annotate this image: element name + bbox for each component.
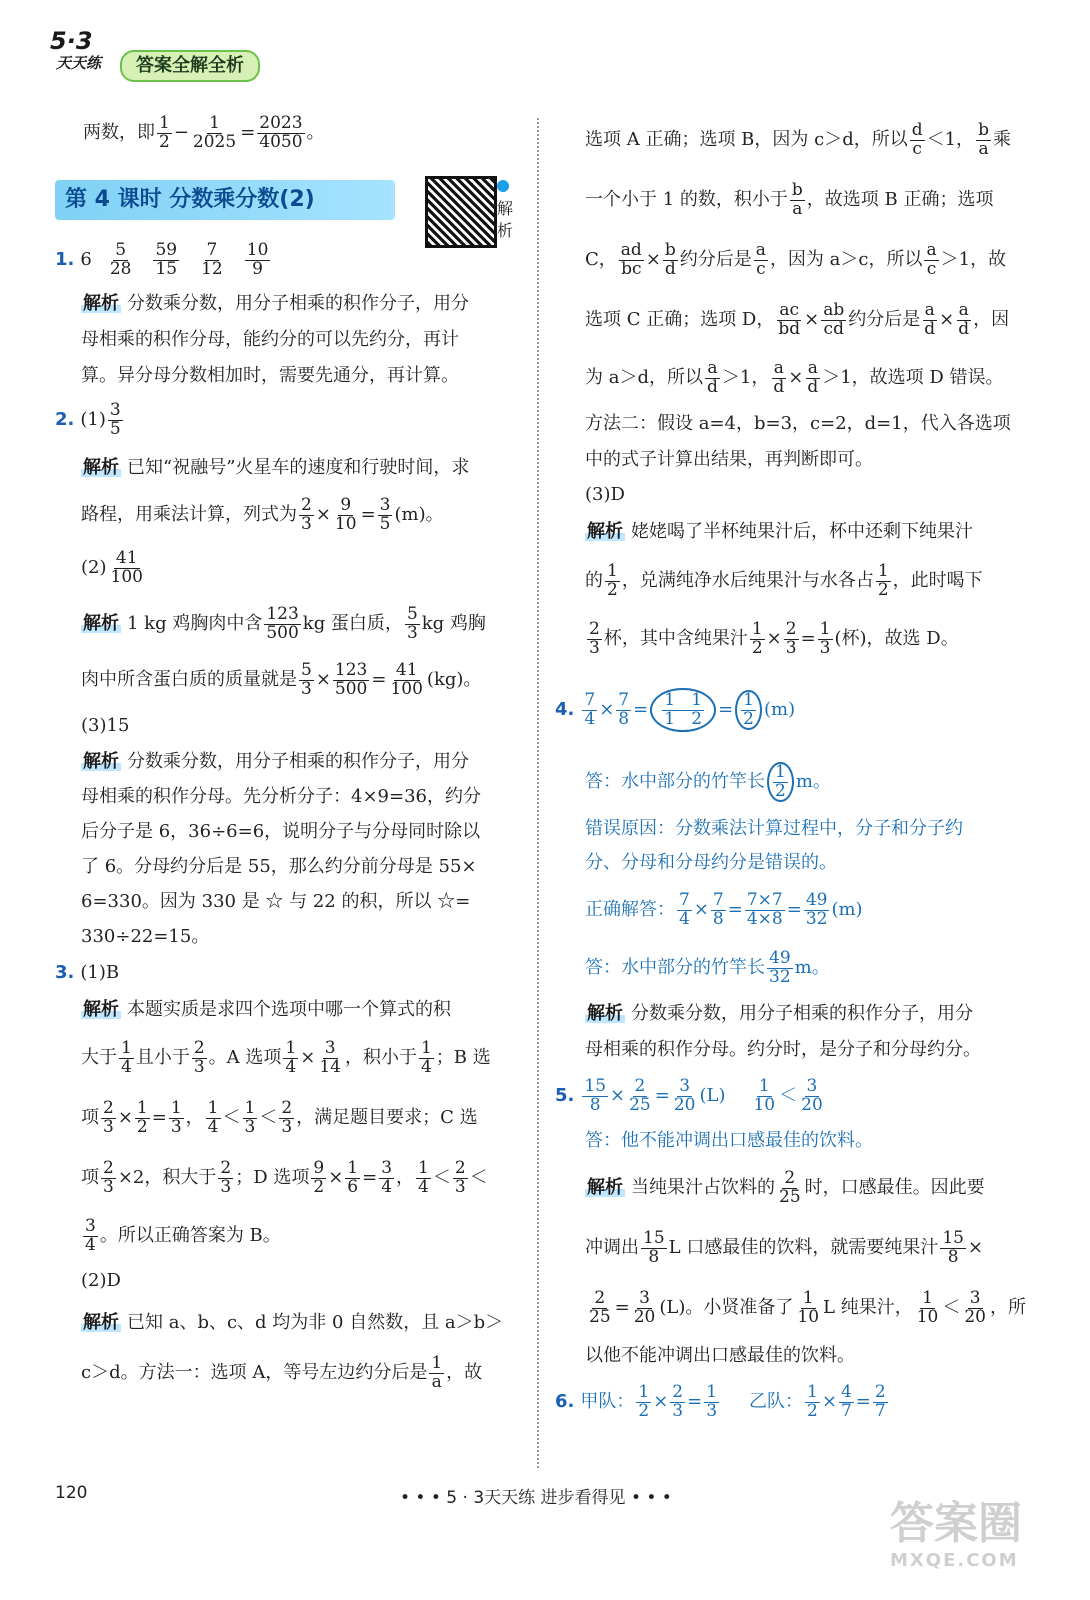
q2-analysis-1: 解析 已知“祝融号”火星车的速度和行驶时间，求 路程，用乘法计算，列式为 $\frac{2}{3}$ × $\frac{9}{10}$ = $\frac{3}{5}$ (m)。 (2) $\frac{41}{100}$ 解析 1 kg 鸡胸肉中含 $\frac{123}{500}$ kg 蛋白质， $\frac{5}{3}$ kg 鸡胸 肉中所含蛋白质的质量就是 $\frac{5}{3}$ × $\frac{123}{500}$ = $\frac{41}{100}$ (kg)。 (3)15 解析 分数乘分数，用分子相乘的积作分子，用分 母相乘的积作分母。先分析分子：4×9=36，约分 后分子是 6，36÷6=6，说明分子与分母同时除以 了 6。分母约分后是 55，那么约分前分母是 55× 6=330。因为 330 是 ☆ 与 22 的积，所以 ☆= 330÷22=15。 [81,457,486,947]
q3-part1: 3. (1)B [55,962,120,983]
q3-analysis-cont: 选项 A 正确；选项 B，因为 c＞d，所以 $\frac{d}{c}$ ＜1， $\frac{b}{a}$ 乘 一个小于 1 的数，积小于 $\frac{b}{a}$ ，故选项 B 正确；选项 C， $\frac{ad}{bc}$ × $\frac{b}{d}$ 约分后是 $\frac{a}{c}$ ，因为 a＞c，所以 $\frac{a}{c}$ ＞1，故 选项 C 正确；选项 D， $\frac{ac}{bd}$ × $\frac{ab}{cd}$ 约分后是 $\frac{a}{d}$ × $\frac{a}{d}$ ，因 为 a＞d，所以 $\frac{a}{d}$ ＞1， $\frac{a}{d}$ × $\frac{a}{d}$ ＞1，故选项 D 错误。 方法二：假设 a=4，b=3，c=2，d=1，代入各选项 中的式子计算出结果，再判断即可。 (3)D 解析 姥姥喝了半杯纯果汁后，杯中还剩下纯果汁 的 $\frac{1}{2}$ ，兑满纯净水后纯果汁与水各占 $\frac{1}{2}$ ，此时喝下 $\frac{2}{3}$ 杯，其中含纯果汁 $\frac{1}{2}$ × $\frac{2}{3}$ = $\frac{1}{3}$ (杯)，故选 D。 [585,119,1011,658]
brand-logo: 5·3 天天练 [50,27,102,72]
intro-line: 两数，即 $\frac{1}{2}$ − $\frac{1}{2025}$ = $\frac{2023}{4050}$ 。 [83,112,325,152]
section-pill: 答案全解全析 [120,50,260,82]
q5-details: 答：他不能冲调出口感最佳的饮料。 解析 当纯果汁占饮料的 $\frac{2}{25}$ 时，口感最佳。因此要 冲调出 $\frac{15}{8}$ L 口感最佳的饮料，就需要纯果汁 $\frac{15}{8}$ × $\frac{2}{25}$ = $\frac{3}{20}$ (L)。小贤准备了 $\frac{1}{10}$ L 纯果汁， $\frac{1}{10}$ ＜ $\frac{3}{20}$ ，所 以他不能冲调出口感最佳的饮料。 [585,1130,1026,1366]
qr-label: 解析 [497,176,519,242]
left-column [55,110,525,1398]
q3-analysis: 解析 本题实质是求四个选项中哪一个算式的积 大于 $\frac{1}{4}$ 且小于 $\frac{2}{3}$ 。A 选项 $\frac{1}{4}$ × $\frac{3}{14}$ ，积小于 $\frac{1}{4}$ ；B 选 项 $\frac{2}{3}$ × $\frac{1}{2}$ = $\frac{1}{3}$ ， $\frac{1}{4}$ ＜ $\frac{1}{3}$ ＜ $\frac{2}{3}$ ，满足题目要求；C 选 项 $\frac{2}{3}$ ×2，积大于 $\frac{2}{3}$ ；D 选项 $\frac{9}{2}$ × $\frac{1}{6}$ = $\frac{3}{4}$ ， $\frac{1}{4}$ ＜ $\frac{2}{3}$ ＜ $\frac{3}{4}$ 。所以正确答案为 B。 (2)D 解析 已知 a、b、c、d 均为非 0 自然数，且 a＞b＞ c＞d。方法一：选项 A，等号左边约分后是 $\frac{1}{a}$ ，故 [81,999,504,1392]
footer-slogan: • • • 5 · 3天天练 进步看得见 • • • [400,1488,672,1508]
q5-work: 5. $\frac{15}{8}$ × $\frac{2}{25}$ = $\frac{3}{20}$ (L) $\frac{1}{10}$ ＜ $\frac{3}{20}$ [555,1075,823,1115]
q4-analysis: 解析 分数乘分数，用分子相乘的积作分子，用分 母相乘的积作分母。约分时，是分子和分母约分。 [585,1003,981,1060]
qr-code[interactable] [425,176,497,248]
q1-answer: 1. 6 $\frac{5}{28}$ $\frac{59}{15}$ $\frac{7}{12}$ $\frac{10}{9}$ [55,239,269,279]
q6-work: 6. 甲队： $\frac{1}{2}$ × $\frac{2}{3}$ = $\frac{1}{3}$ 乙队： $\frac{1}{2}$ × $\frac{4}{7}$ = $\frac{2}{7}$ [555,1381,886,1421]
lesson-title: 第 4 课时 分数乘分数(2) [55,180,395,220]
play-icon [497,180,509,192]
header [50,22,350,92]
q4-work: 4. $\frac{7}{4}$ × $\frac{7}{8}$ = $\frac{1 1}{1 2}$ = $\frac{1}{2}$ (m) [555,668,1025,752]
q2-part1: 2. (1) $\frac{3}{5}$ [55,399,121,439]
right-column [555,110,1025,1430]
column-divider [537,118,539,1468]
page-number: 120 [55,1483,88,1503]
watermark: 答案圈 MXQE.COM [890,1498,1022,1571]
q4-details: 答：水中部分的竹竿长 $\frac{1}{2}$ m。 错误原因：分数乘法计算过程中，分子和分子约 分、分母和分母约分是错误的。 正确解答： $\frac{7}{4}$ × $\frac{7}{8}$ = $\frac{7\times 7}{4\times 8}$ = $\frac{49}{32}$ (m) 答：水中部分的竹竿长 $\frac{49}{32}$ m。 [585,761,963,987]
q1-analysis: 解析 分数乘分数，用分子相乘的积作分子，用分 母相乘的积作分母，能约分的可以先约分，再计 算。异分母分数相加时，需要先通分，再计算。 [81,293,469,386]
